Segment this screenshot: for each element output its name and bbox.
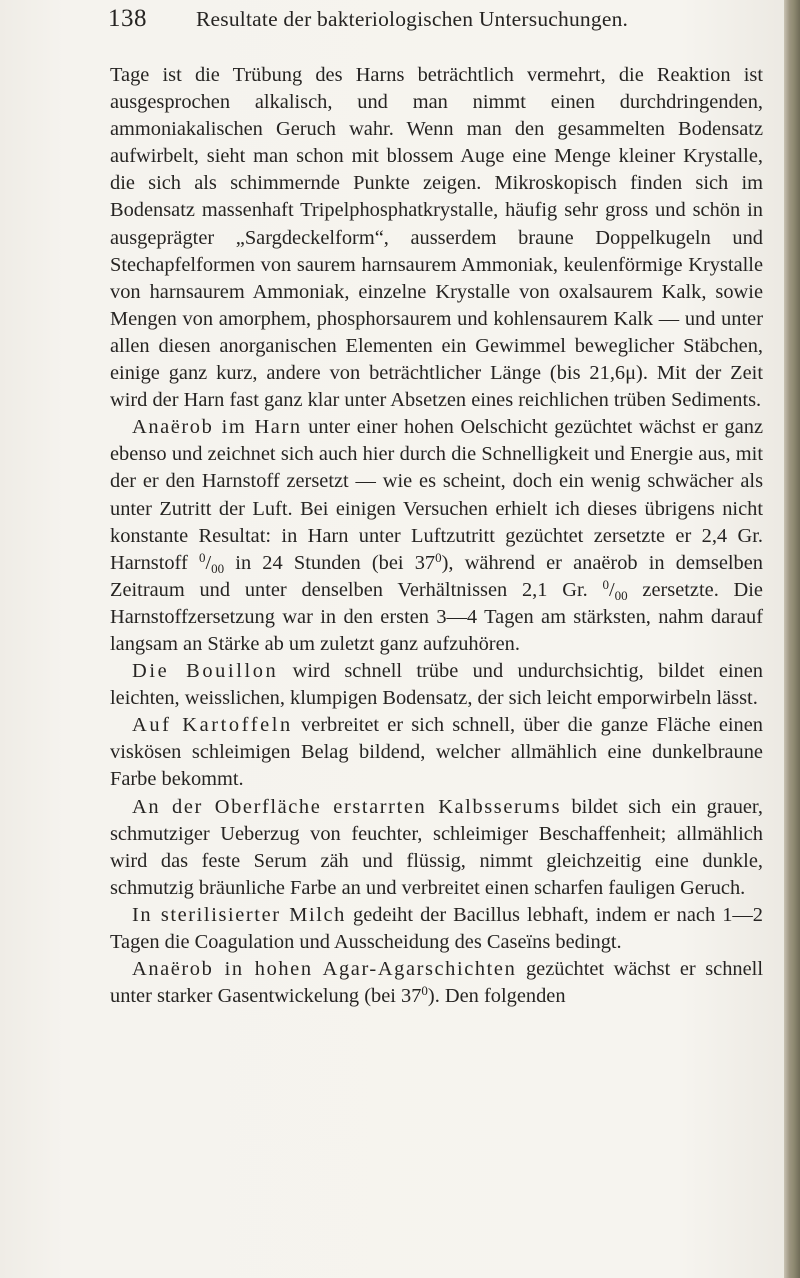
paragraph-text: gedeiht der Bacillus lebhaft, indem er nach 1—2 Tagen die Coagulation und Ausscheidung des Caseïns bedingt. xyxy=(110,903,763,953)
spaced-lead-anaerob-harn: Anaërob im Harn xyxy=(132,416,302,439)
paragraph-continuation: Tage ist die Trübung des Harns beträchtlich vermehrt, die Reaktion ist ausgesprochen alkalisch, und man nimmt einen durchdringenden, ammoniakalischen Geruch wahr. Wenn man den gesammelten Bodensatz aufwirbelt, sieht man schon mit blossem Auge eine Menge kleiner Krystalle, die sich als schimmernde Punkte zeigen. Mikroskopisch finden sich im Bodensatz massenhaft Tripelphosphatkrystalle, häufig sehr gross und schön in ausgeprägter „Sargdeckelform“, ausserdem braune Doppelkugeln und Stechapfelformen von saurem harnsaurem Ammoniak, keulenförmige Krystalle von harnsaurem Ammoniak, einzelne Krystalle von oxalsaurem Kalk, sowie Mengen von amorphem, phosphorsaurem und kohlensaurem Kalk — und unter allen diesen anorganischen Elementen ein Gewimmel beweglicher Stäbchen, einige ganz kurz, andere von beträchtlicher Länge (bis 21,6μ). Mit der Zeit wird der Harn fast ganz klar unter Absetzen eines reichlichen trüben Sediments. xyxy=(110,64,763,412)
permille-superscript: 0 xyxy=(602,576,609,592)
paragraph-text: zersetzte. Die Harnstoffzersetzung war in den ersten 3—4 Tagen am stärksten, nahm darauf langsam an Stärke ab um zuletzt ganz aufzuhören. xyxy=(110,578,763,655)
spaced-lead-kartoffeln: Auf Kartoffeln xyxy=(132,714,293,737)
degree-superscript: 0 xyxy=(435,549,442,565)
paragraph-kalbsserum xyxy=(110,794,763,902)
paragraph-bouillon xyxy=(110,658,763,712)
paragraph-text: verbreitet er sich schnell, über die ganze Fläche einen viskösen schleimigen Belag bildend, welcher allmählich eine dunkelbraune Farbe bekommt. xyxy=(110,714,763,791)
paragraph-text: in 24 Stunden (bei 37 xyxy=(224,551,436,574)
text-body xyxy=(110,62,763,1010)
spaced-lead-bouillon: Die Bouillon xyxy=(132,660,279,683)
running-title: Resultate der bakteriologischen Untersuchungen. xyxy=(196,7,629,31)
page-number: 138 xyxy=(108,5,147,32)
paragraph-kartoffeln xyxy=(110,712,763,793)
paragraph-text: ), während er anaërob in demselben Zeitraum und unter denselben Verhältnissen 2,1 Gr. xyxy=(110,551,763,601)
paragraph-text: bildet sich ein grauer, schmutziger Ueberzug von feuchter, schleimiger Beschaffenheit; allmählich wird das feste Serum zäh und flüssig, nimmt gleichzeitig eine dunkle, schmutzig bräunliche Farbe an und verbreitet einen scharfen fauligen Geruch. xyxy=(110,795,764,899)
paragraph-text: gezüchtet wächst er schnell unter starker Gasentwickelung (bei 37 xyxy=(110,958,764,1008)
permille-subscript: 00 xyxy=(614,587,628,603)
spaced-lead-agar: Anaërob in hohen Agar-Agarschichten xyxy=(132,958,517,981)
paragraph-text: unter einer hohen Oelschicht gezüchtet wächst er ganz ebenso und zeichnet sich auch hier durch die Schnelligkeit und Energie aus, mit der er den Harnstoff zersetzt — wie es scheint, doch ein wenig schwächer als unter Zutritt der Luft. Bei einigen Versuchen erhielt ich dieses übrigens nicht konstante Resultat: in Harn unter Luftzutritt gezüchtet zersetzte er 2,4 Gr. Harnstoff xyxy=(110,416,764,574)
permille-subscript: 00 xyxy=(211,560,225,576)
spaced-lead-milch: In sterilisierter Milch xyxy=(132,903,346,926)
paragraph-anaerob-harn: Anaërob im Harn unter einer hohen Oelschicht gezüchtet wächst er ganz ebenso und zeichnet sich auch hier durch die Schnelligkeit und Energie aus, mit der er den Harnstoff zersetzt — wie es scheint, doch ein wenig schwächer als unter Zutritt der Luft. Bei einigen Versuchen erhielt ich dieses übrigens nicht konstante Resultat: in Harn unter Luftzutritt gezüchtet zersetzte er 2,4 Gr. Harnstoff $^0/_{00}$ in 24 Stunden (bei $37^0$), während er anaërob in demselben Zeitraum und unter denselben Verhältnissen 2,1 Gr. $^0/_{00}$ zersetzte. Die Harnstoffzersetzung war in den ersten 3—4 Tagen am stärksten, nahm darauf langsam an Stärke ab um zuletzt ganz aufzuhören. xyxy=(110,416,764,655)
running-head xyxy=(108,2,668,36)
paragraph-milch xyxy=(110,902,763,956)
degree-superscript: 0 xyxy=(421,983,428,999)
page-binding-edge xyxy=(784,0,800,1278)
spaced-lead-kalbsserum: An der Oberfläche erstarrten Kalbsserums xyxy=(132,795,562,818)
paragraph-text: wird schnell trübe und undurchsichtig, bildet einen leichten, weisslichen, klumpigen Bodensatz, der sich leicht emporwirbeln lässt. xyxy=(110,660,763,710)
paragraph-text: ). Den folgenden xyxy=(427,985,566,1008)
paragraph-agar xyxy=(110,956,763,1010)
permille-superscript: 0 xyxy=(198,549,206,565)
